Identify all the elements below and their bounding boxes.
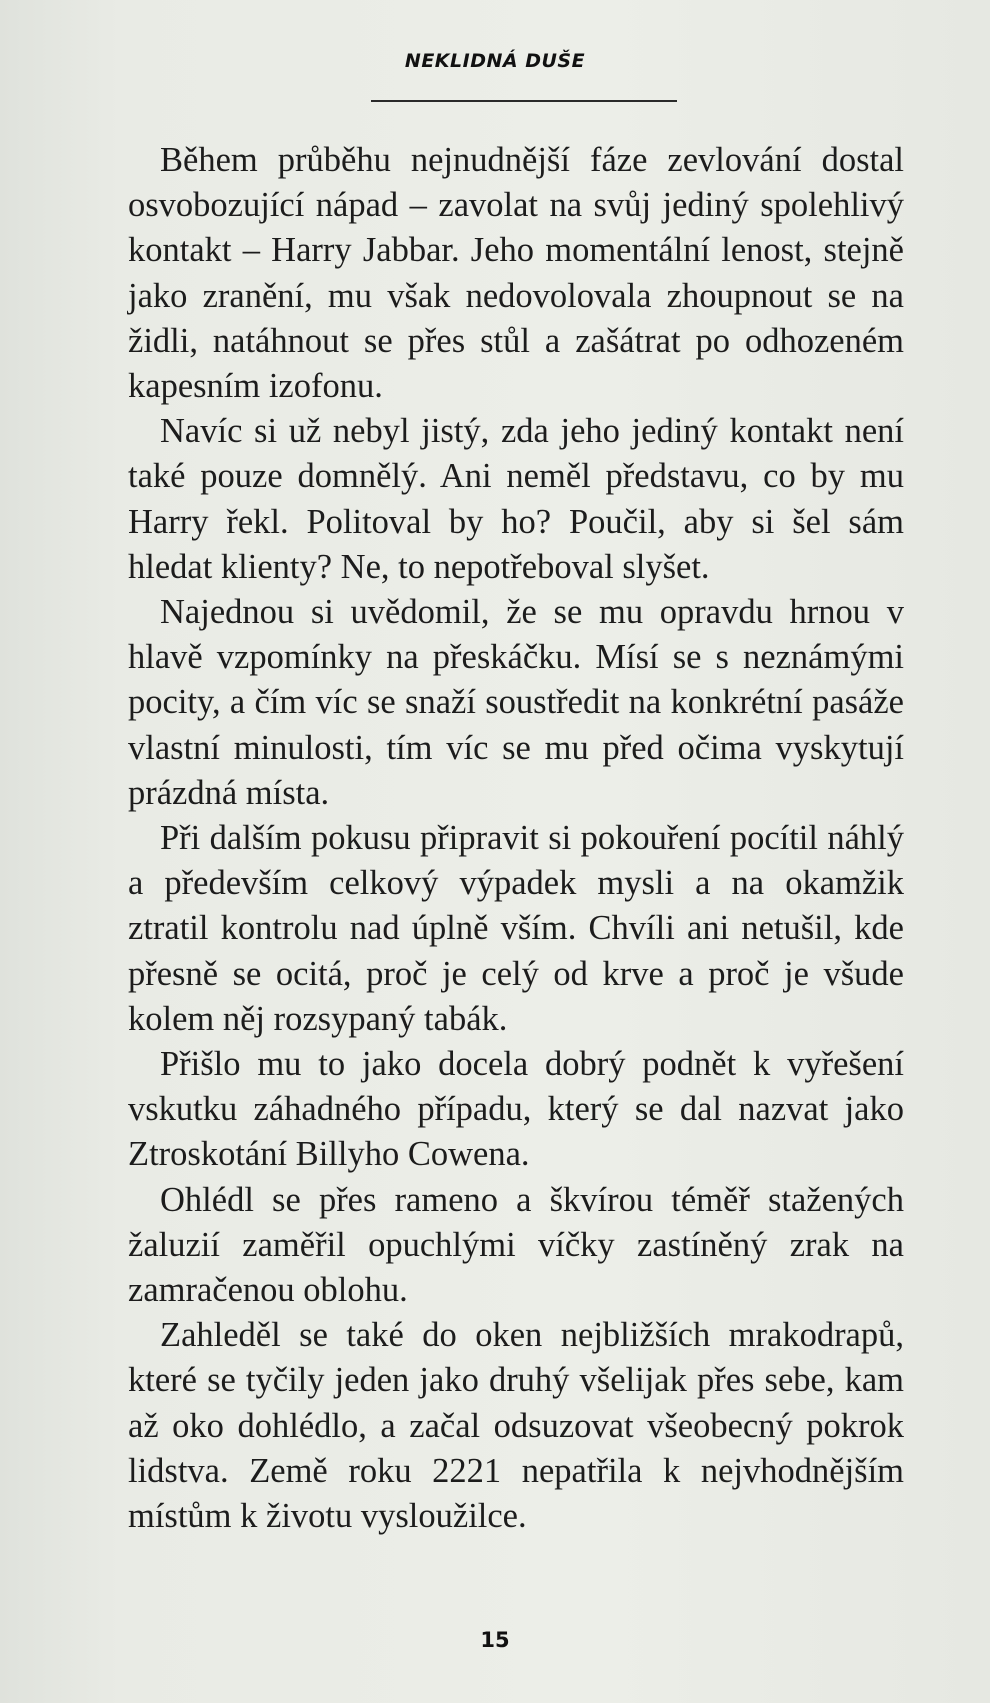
header-rule (371, 100, 677, 102)
page-number: 15 (480, 1628, 510, 1652)
running-header: NEKLIDNÁ DUŠE (404, 50, 586, 72)
body-text (128, 138, 904, 1539)
paragraph: Najednou si uvědomil, že se mu opravdu hrnou v hlavě vzpomínky na přeskáčku. Mísí se s neznámými pocity, a čím víc se snaží soustředit na konkrétní pasáže vlastní minulosti, tím víc se mu před očima vyskytují prázdná místa. (128, 593, 904, 812)
paragraph: Přišlo mu to jako docela dobrý podnět k vyřešení vskutku záhadného případu, který se dal nazvat jako Ztroskotání Billyho Cowena. (128, 1045, 904, 1174)
paragraph: Navíc si už nebyl jistý, zda jeho jediný kontakt není také pouze domnělý. Ani neměl představu, co by mu Harry řekl. Politoval by ho? Poučil, aby si šel sám hledat klienty? Ne, to nepotřeboval slyšet. (128, 412, 904, 586)
paragraph: Ohlédl se přes rameno a škvírou téměř stažených žaluzií zaměřil opuchlými víčky zastíněný zrak na zamračenou oblohu. (128, 1180, 904, 1310)
paragraph: Během průběhu nejnudnější fáze zevlování dostal osvobozující nápad – zavolat na svůj jediný spolehlivý kontakt – Harry Jabbar. Jeho momentální lenost, stejně jako zranění, mu však nedovolovala zhoupnout se na židli, natáhnout se přes stůl a zašátrat po odhozeném kapesním izofonu. (128, 141, 904, 406)
paragraph: Zahleděl se také do oken nejbližších mrakodrapů, které se tyčily jeden jako druhý všelijak přes sebe, kam až oko dohlédlo, a začal odsuzovat všeobecný pokrok lidstva. Země roku 2221 nepatřila k nejvhodnějším místům k životu vysloužilce. (128, 1316, 904, 1536)
paragraph: Při dalším pokusu připravit si pokouření pocítil náhlý a především celkový výpadek mysli a na okamžik ztratil kontrolu nad úplně vším. Chvíli ani netušil, kde přesně se ocitá, proč je celý od krve a proč je všude kolem něj rozsypaný tabák. (128, 819, 904, 1038)
